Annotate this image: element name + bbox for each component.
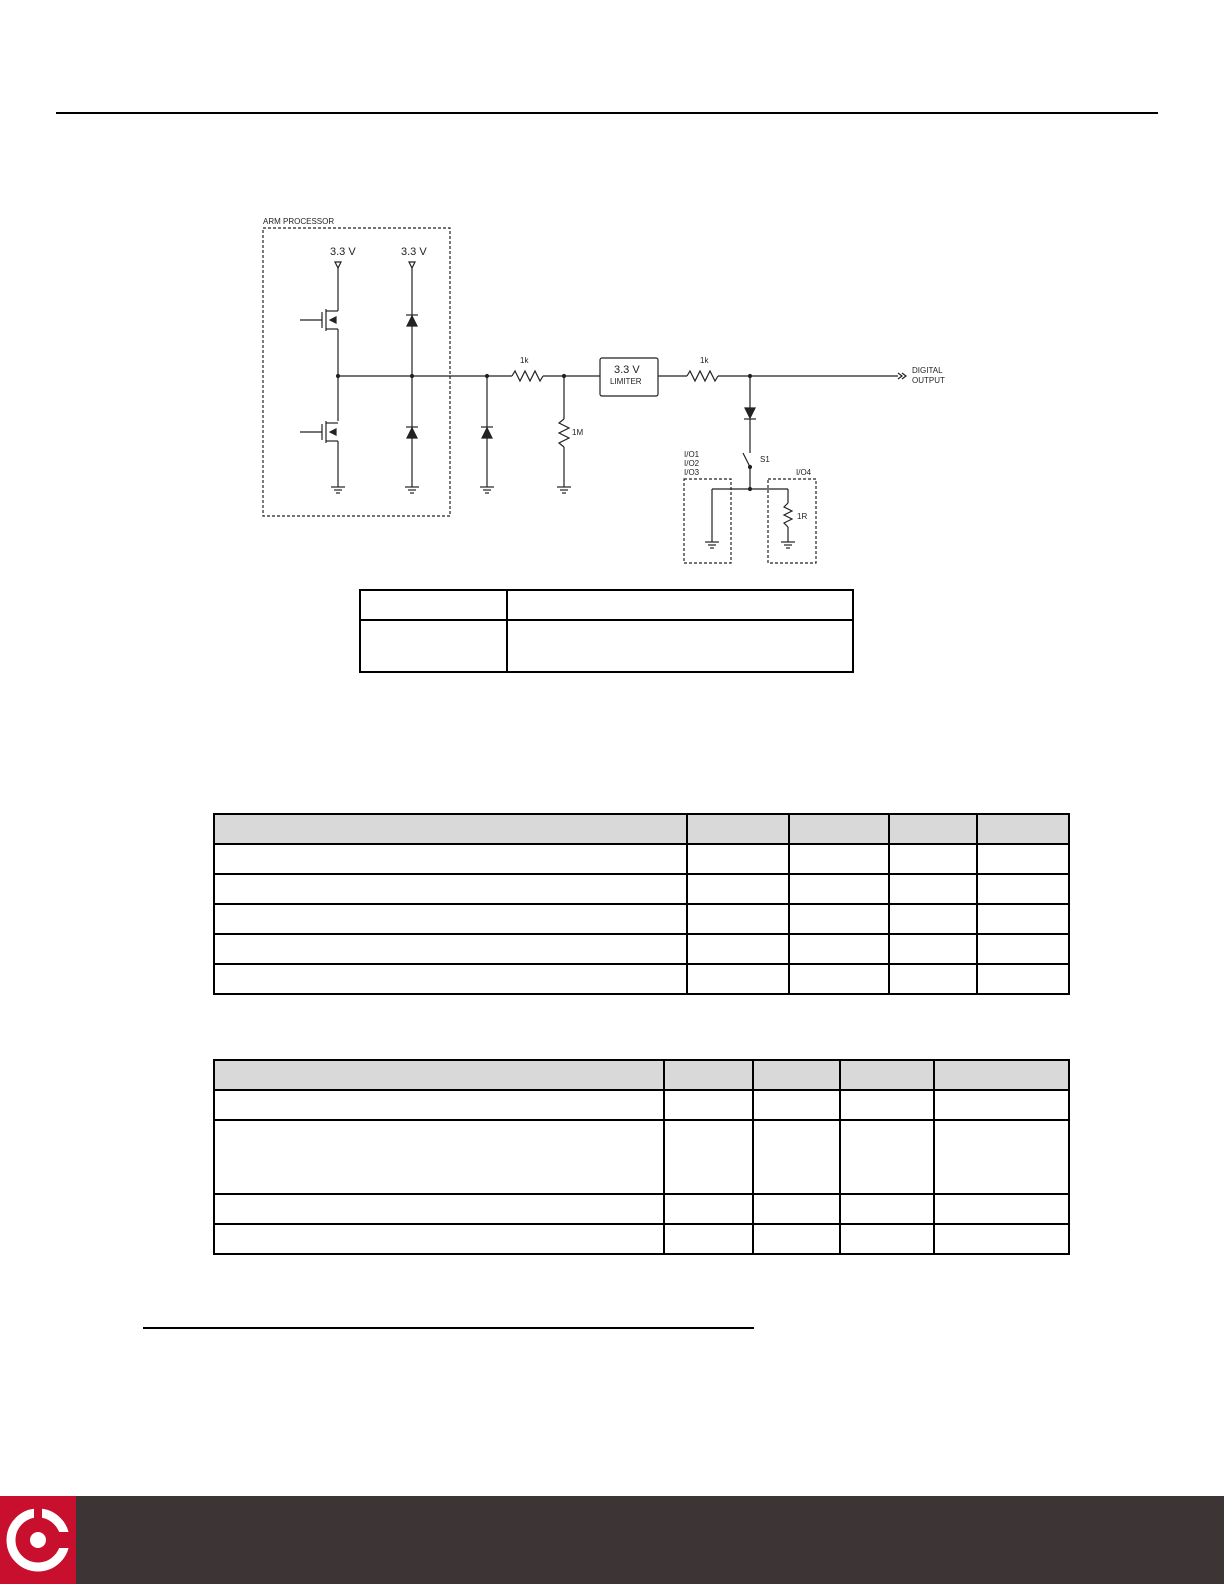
footer-bar	[0, 1496, 1224, 1584]
io4-box	[768, 479, 816, 563]
table-cell	[664, 1090, 753, 1120]
table-cell	[889, 874, 977, 904]
header-cell	[840, 1060, 934, 1090]
table-cell	[977, 874, 1069, 904]
supply-symbol-1	[335, 262, 341, 268]
table-cell	[840, 1090, 934, 1120]
supply-label-2: 3.3 V	[401, 246, 427, 258]
table-cell	[889, 964, 977, 994]
io-group-label-1: I/O1	[684, 450, 700, 459]
io-group-label-2: I/O2	[684, 459, 700, 468]
table-cell	[664, 1194, 753, 1224]
table-cell	[687, 934, 789, 964]
table-row	[214, 1194, 1069, 1224]
output-circuit-schematic	[250, 205, 970, 575]
header-cell	[664, 1060, 753, 1090]
output-label-line2: OUTPUT	[912, 376, 945, 385]
output-label-line1: DIGITAL	[912, 366, 943, 375]
table-cell	[214, 844, 687, 874]
table-cell	[934, 1090, 1069, 1120]
header-cell	[687, 814, 789, 844]
protection-diode	[481, 376, 493, 487]
table-cell	[840, 1120, 934, 1194]
table-cell	[934, 1194, 1069, 1224]
table-cell	[934, 1120, 1069, 1194]
table-cell	[977, 904, 1069, 934]
table-cell	[360, 590, 507, 620]
lower-mosfet	[300, 376, 338, 487]
table-cell	[664, 1120, 753, 1194]
table-cell	[214, 934, 687, 964]
table-cell	[214, 1120, 664, 1194]
table-cell	[507, 590, 853, 620]
table-cell	[687, 874, 789, 904]
table-cell	[889, 844, 977, 874]
table-cell	[789, 904, 889, 934]
table-cell	[214, 1194, 664, 1224]
table-cell	[789, 874, 889, 904]
io-group-label-3: I/O3	[684, 468, 700, 477]
header-cell	[214, 814, 687, 844]
table-cell	[977, 844, 1069, 874]
ground-symbols	[331, 487, 571, 493]
supply-label-1: 3.3 V	[330, 246, 356, 258]
arm-processor-label: ARM PROCESSOR	[263, 217, 335, 226]
resistor-1r	[784, 503, 792, 527]
table-cell	[214, 904, 687, 934]
header-cell	[753, 1060, 840, 1090]
table-row	[214, 904, 1069, 934]
table-row	[214, 1224, 1069, 1254]
schematic-info-table	[359, 589, 854, 673]
table-row	[214, 844, 1069, 874]
table-header-row	[214, 1060, 1069, 1090]
table-cell	[753, 1194, 840, 1224]
header-cell	[214, 1060, 664, 1090]
table-header-row	[214, 814, 1069, 844]
limiter-label: LIMITER	[610, 377, 642, 386]
resistor-1m	[559, 376, 569, 487]
table-cell	[664, 1224, 753, 1254]
header-cell	[789, 814, 889, 844]
resistor-2	[687, 371, 718, 381]
switch-label: S1	[760, 455, 770, 464]
table-cell	[840, 1194, 934, 1224]
resistor-1m-label: 1M	[572, 428, 584, 437]
header-cell	[977, 814, 1069, 844]
header-cell	[934, 1060, 1069, 1090]
table-row	[214, 1090, 1069, 1120]
table-cell	[753, 1224, 840, 1254]
output-arrow	[898, 373, 906, 379]
resistor-1	[512, 371, 543, 381]
table-cell	[889, 934, 977, 964]
table-cell	[789, 934, 889, 964]
table-cell	[789, 964, 889, 994]
table-cell	[687, 904, 789, 934]
table-row	[214, 964, 1069, 994]
table-cell	[214, 874, 687, 904]
table-cell	[753, 1120, 840, 1194]
io4-label: I/O4	[796, 468, 812, 477]
table-cell	[977, 964, 1069, 994]
resistor-1r-label: 1R	[797, 512, 808, 521]
upper-mosfet	[300, 268, 338, 376]
spec-table-1	[213, 813, 1070, 995]
header-rule	[56, 112, 1158, 114]
table-cell	[214, 1090, 664, 1120]
table-cell	[507, 620, 853, 672]
table-row	[214, 934, 1069, 964]
table-cell	[360, 620, 507, 672]
footnote-rule	[143, 1327, 754, 1329]
table-cell	[214, 1224, 664, 1254]
limiter-value: 3.3 V	[614, 364, 640, 376]
switch-s1	[743, 453, 750, 467]
table-cell	[840, 1224, 934, 1254]
table-cell	[753, 1090, 840, 1120]
spec-table-2	[213, 1059, 1070, 1255]
resistor-2-label: 1k	[700, 356, 709, 365]
table-row	[214, 1120, 1069, 1194]
io-group-box	[684, 479, 731, 563]
table-cell	[687, 964, 789, 994]
table-cell	[889, 904, 977, 934]
branch-diode	[745, 408, 755, 418]
table-cell	[977, 934, 1069, 964]
brand-logo	[0, 1496, 76, 1584]
company-logo-icon	[4, 1502, 72, 1578]
header-cell	[889, 814, 977, 844]
table-cell	[214, 964, 687, 994]
arm-processor-box	[263, 228, 450, 516]
table-row	[214, 874, 1069, 904]
supply-symbol-2	[409, 262, 415, 268]
resistor-1-label: 1k	[520, 356, 529, 365]
table-cell	[687, 844, 789, 874]
table-cell	[789, 844, 889, 874]
table-cell	[934, 1224, 1069, 1254]
